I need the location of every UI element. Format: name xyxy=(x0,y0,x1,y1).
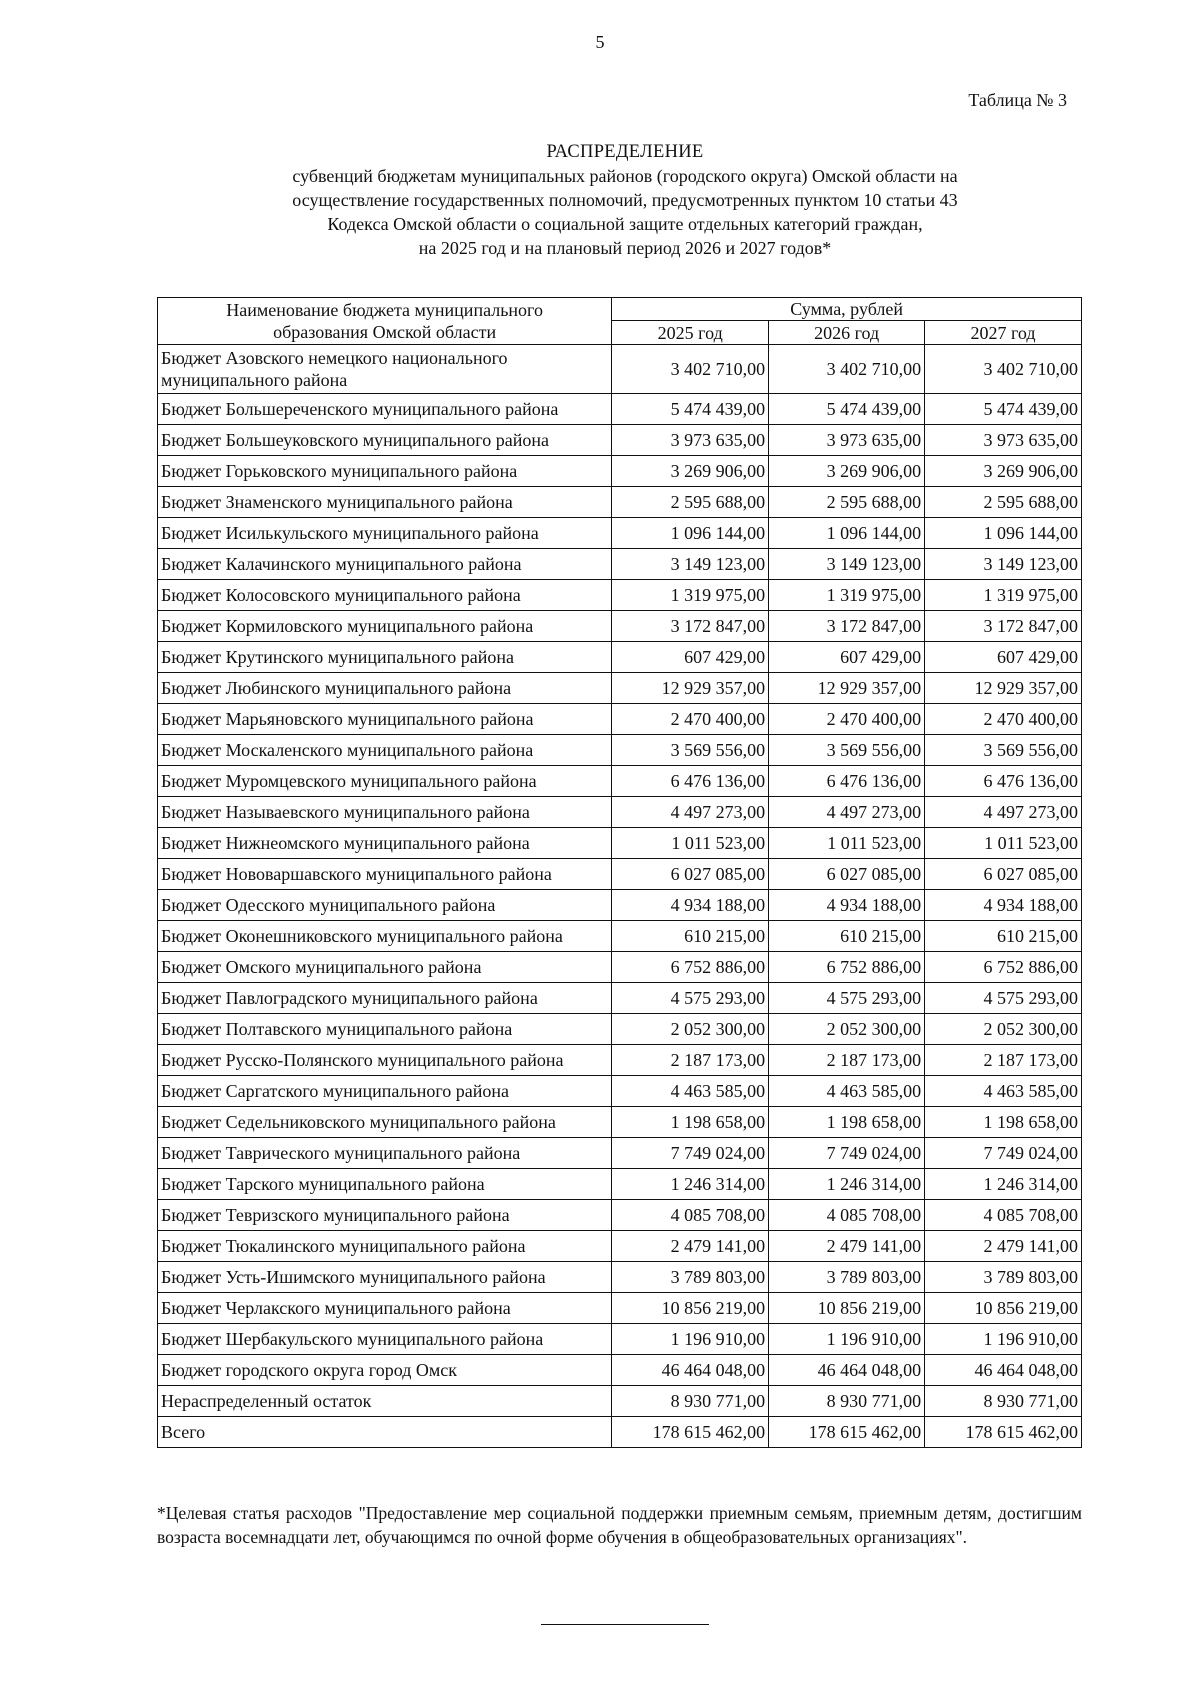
sum-header: Сумма, рублей xyxy=(612,298,1082,321)
amount-2027-cell: 1 011 523,00 xyxy=(925,828,1082,859)
amount-2027-cell: 2 052 300,00 xyxy=(925,1014,1082,1045)
district-name-cell: Бюджет Полтавского муниципального района xyxy=(158,1014,612,1045)
amount-2027-cell: 8 930 771,00 xyxy=(925,1386,1082,1417)
district-name-cell: Бюджет Павлоградского муниципального района xyxy=(158,983,612,1014)
title-line-4: на 2025 год и на плановый период 2026 и 2027 годов* xyxy=(418,238,832,258)
amount-2027-cell: 12 929 357,00 xyxy=(925,673,1082,704)
amount-2025-cell: 4 575 293,00 xyxy=(612,983,769,1014)
title-heading: РАСПРЕДЕЛЕНИЕ xyxy=(546,142,704,162)
district-name-cell: Бюджет Тюкалинского муниципального района xyxy=(158,1231,612,1262)
district-name-cell: Бюджет городского округа город Омск xyxy=(158,1355,612,1386)
amount-2025-cell: 4 085 708,00 xyxy=(612,1200,769,1231)
amount-2026-cell: 10 856 219,00 xyxy=(769,1293,925,1324)
district-name-cell: Бюджет Нововаршавского муниципального района xyxy=(158,859,612,890)
title-line-1: субвенций бюджетам муниципальных районов (городского округа) Омской области на xyxy=(292,166,958,186)
amount-2025-cell: 6 752 886,00 xyxy=(612,952,769,983)
table-row xyxy=(158,456,1082,487)
amount-2026-cell: 7 749 024,00 xyxy=(769,1138,925,1169)
table-row xyxy=(158,1169,1082,1200)
divider-line xyxy=(541,1624,709,1625)
name-header-line-2: образования Омской области xyxy=(273,322,497,342)
table-row xyxy=(158,1076,1082,1107)
district-name-cell: Бюджет Любинского муниципального района xyxy=(158,673,612,704)
amount-2026-cell: 2 479 141,00 xyxy=(769,1231,925,1262)
amount-2026-cell: 3 402 710,00 xyxy=(769,345,925,394)
amount-2025-cell: 1 246 314,00 xyxy=(612,1169,769,1200)
name-column-header xyxy=(158,298,612,345)
amount-2026-cell: 4 497 273,00 xyxy=(769,797,925,828)
amount-2027-cell: 4 463 585,00 xyxy=(925,1076,1082,1107)
amount-2025-cell: 4 497 273,00 xyxy=(612,797,769,828)
amount-2027-cell: 3 269 906,00 xyxy=(925,456,1082,487)
district-name-cell: Бюджет Большереченского муниципального района xyxy=(158,394,612,425)
year-header-2027: 2027 год xyxy=(925,321,1082,345)
district-name-cell: Бюджет Кормиловского муниципального района xyxy=(158,611,612,642)
district-name-cell: Бюджет Тарского муниципального района xyxy=(158,1169,612,1200)
name-header-line-1: Наименование бюджета муниципального xyxy=(226,300,543,320)
table-row xyxy=(158,766,1082,797)
amount-2027-cell: 6 476 136,00 xyxy=(925,766,1082,797)
table-row xyxy=(158,704,1082,735)
district-name-cell: Бюджет Одесского муниципального района xyxy=(158,890,612,921)
amount-2027-cell: 3 569 556,00 xyxy=(925,735,1082,766)
amount-2027-cell: 6 752 886,00 xyxy=(925,952,1082,983)
table-row xyxy=(158,1231,1082,1262)
amount-2025-cell: 3 789 803,00 xyxy=(612,1262,769,1293)
amount-2027-cell: 2 187 173,00 xyxy=(925,1045,1082,1076)
table-row xyxy=(158,797,1082,828)
table-row xyxy=(158,673,1082,704)
amount-2026-cell: 3 172 847,00 xyxy=(769,611,925,642)
amount-2025-cell: 10 856 219,00 xyxy=(612,1293,769,1324)
title-line-3: Кодекса Омской области о социальной защите отдельных категорий граждан, xyxy=(327,214,923,234)
district-name-cell: Бюджет Исилькульского муниципального района xyxy=(158,518,612,549)
district-name-cell: Бюджет Калачинского муниципального района xyxy=(158,549,612,580)
document-title xyxy=(195,140,1055,260)
title-line-2: осуществление государственных полномочий, предусмотренных пунктом 10 статьи 43 xyxy=(292,190,958,210)
amount-2026-cell: 3 973 635,00 xyxy=(769,425,925,456)
table-body xyxy=(158,345,1082,1448)
amount-2025-cell: 3 569 556,00 xyxy=(612,735,769,766)
year-header-2025: 2025 год xyxy=(612,321,769,345)
table-row xyxy=(158,983,1082,1014)
amount-2027-cell: 3 789 803,00 xyxy=(925,1262,1082,1293)
amount-2027-cell: 2 595 688,00 xyxy=(925,487,1082,518)
amount-2025-cell: 1 096 144,00 xyxy=(612,518,769,549)
amount-2026-cell: 46 464 048,00 xyxy=(769,1355,925,1386)
district-name-cell: Бюджет Омского муниципального района xyxy=(158,952,612,983)
amount-2026-cell: 1 011 523,00 xyxy=(769,828,925,859)
amount-2027-cell: 3 402 710,00 xyxy=(925,345,1082,394)
amount-2026-cell: 3 149 123,00 xyxy=(769,549,925,580)
amount-2025-cell: 4 463 585,00 xyxy=(612,1076,769,1107)
district-name-cell: Бюджет Тевризского муниципального района xyxy=(158,1200,612,1231)
amount-2025-cell: 3 149 123,00 xyxy=(612,549,769,580)
amount-2025-cell: 3 402 710,00 xyxy=(612,345,769,394)
amount-2027-cell: 46 464 048,00 xyxy=(925,1355,1082,1386)
district-name-cell: Бюджет Нижнеомского муниципального района xyxy=(158,828,612,859)
amount-2026-cell: 4 463 585,00 xyxy=(769,1076,925,1107)
table-row xyxy=(158,890,1082,921)
amount-2027-cell: 7 749 024,00 xyxy=(925,1138,1082,1169)
amount-2025-cell: 4 934 188,00 xyxy=(612,890,769,921)
district-name-cell: Бюджет Крутинского муниципального района xyxy=(158,642,612,673)
amount-2026-cell: 12 929 357,00 xyxy=(769,673,925,704)
amount-2026-cell: 3 569 556,00 xyxy=(769,735,925,766)
amount-2025-cell: 1 011 523,00 xyxy=(612,828,769,859)
table-row xyxy=(158,921,1082,952)
amount-2027-cell: 2 479 141,00 xyxy=(925,1231,1082,1262)
amount-2027-cell: 607 429,00 xyxy=(925,642,1082,673)
table-row xyxy=(158,1262,1082,1293)
district-name-cell: Всего xyxy=(158,1417,612,1448)
amount-2025-cell: 1 198 658,00 xyxy=(612,1107,769,1138)
amount-2025-cell: 2 595 688,00 xyxy=(612,487,769,518)
amount-2025-cell: 7 749 024,00 xyxy=(612,1138,769,1169)
amount-2026-cell: 4 575 293,00 xyxy=(769,983,925,1014)
table-row xyxy=(158,1293,1082,1324)
amount-2026-cell: 610 215,00 xyxy=(769,921,925,952)
amount-2025-cell: 3 172 847,00 xyxy=(612,611,769,642)
table-label: Таблица № 3 xyxy=(968,90,1067,110)
table-row xyxy=(158,1200,1082,1231)
amount-2025-cell: 2 470 400,00 xyxy=(612,704,769,735)
amount-2025-cell: 610 215,00 xyxy=(612,921,769,952)
amount-2027-cell: 1 319 975,00 xyxy=(925,580,1082,611)
table-row xyxy=(158,1014,1082,1045)
footnote: *Целевая статья расходов "Предоставление мер социальной поддержки приемным семьям, приемным детям, достигшим возраста восемнадцати лет, обучающимся по очной форме обучения в общеобразовательных организациях". xyxy=(157,1503,1082,1547)
table-row xyxy=(158,952,1082,983)
district-name-cell: Бюджет Азовского немецкого национального муниципального района xyxy=(158,345,612,394)
district-name-cell: Бюджет Русско-Полянского муниципального района xyxy=(158,1045,612,1076)
table-row xyxy=(158,425,1082,456)
amount-2026-cell: 2 187 173,00 xyxy=(769,1045,925,1076)
amount-2027-cell: 178 615 462,00 xyxy=(925,1417,1082,1448)
amount-2025-cell: 6 476 136,00 xyxy=(612,766,769,797)
table-row xyxy=(158,518,1082,549)
amount-2027-cell: 4 497 273,00 xyxy=(925,797,1082,828)
amount-2027-cell: 1 096 144,00 xyxy=(925,518,1082,549)
amount-2026-cell: 607 429,00 xyxy=(769,642,925,673)
district-name-cell: Бюджет Оконешниковского муниципального района xyxy=(158,921,612,952)
table-row xyxy=(158,859,1082,890)
district-name-cell: Бюджет Марьяновского муниципального района xyxy=(158,704,612,735)
amount-2027-cell: 3 172 847,00 xyxy=(925,611,1082,642)
amount-2026-cell: 1 096 144,00 xyxy=(769,518,925,549)
amount-2027-cell: 1 198 658,00 xyxy=(925,1107,1082,1138)
district-name-cell: Бюджет Усть-Ишимского муниципального района xyxy=(158,1262,612,1293)
amount-2027-cell: 4 934 188,00 xyxy=(925,890,1082,921)
amount-2025-cell: 6 027 085,00 xyxy=(612,859,769,890)
amount-2027-cell: 6 027 085,00 xyxy=(925,859,1082,890)
table-row xyxy=(158,1138,1082,1169)
table-row xyxy=(158,828,1082,859)
district-name-cell: Бюджет Большеуковского муниципального района xyxy=(158,425,612,456)
table-row xyxy=(158,580,1082,611)
table-row xyxy=(158,1355,1082,1386)
amount-2025-cell: 2 479 141,00 xyxy=(612,1231,769,1262)
amount-2027-cell: 2 470 400,00 xyxy=(925,704,1082,735)
amount-2026-cell: 2 470 400,00 xyxy=(769,704,925,735)
amount-2025-cell: 607 429,00 xyxy=(612,642,769,673)
amount-2026-cell: 2 052 300,00 xyxy=(769,1014,925,1045)
amount-2025-cell: 3 269 906,00 xyxy=(612,456,769,487)
district-name-cell: Бюджет Черлакского муниципального района xyxy=(158,1293,612,1324)
amount-2026-cell: 5 474 439,00 xyxy=(769,394,925,425)
district-name-cell: Бюджет Таврического муниципального района xyxy=(158,1138,612,1169)
amount-2027-cell: 610 215,00 xyxy=(925,921,1082,952)
amount-2026-cell: 3 789 803,00 xyxy=(769,1262,925,1293)
amount-2026-cell: 1 319 975,00 xyxy=(769,580,925,611)
district-name-cell: Бюджет Шербакульского муниципального района xyxy=(158,1324,612,1355)
amount-2027-cell: 1 196 910,00 xyxy=(925,1324,1082,1355)
district-name-cell: Бюджет Муромцевского муниципального района xyxy=(158,766,612,797)
table-row xyxy=(158,1386,1082,1417)
district-name-cell: Бюджет Седельниковского муниципального района xyxy=(158,1107,612,1138)
amount-2027-cell: 4 085 708,00 xyxy=(925,1200,1082,1231)
amount-2025-cell: 178 615 462,00 xyxy=(612,1417,769,1448)
amount-2026-cell: 2 595 688,00 xyxy=(769,487,925,518)
amount-2026-cell: 1 196 910,00 xyxy=(769,1324,925,1355)
table-row xyxy=(158,611,1082,642)
amount-2025-cell: 2 052 300,00 xyxy=(612,1014,769,1045)
amount-2025-cell: 8 930 771,00 xyxy=(612,1386,769,1417)
year-header-2026: 2026 год xyxy=(769,321,925,345)
district-name-cell: Бюджет Колосовского муниципального района xyxy=(158,580,612,611)
district-name-cell: Бюджет Горьковского муниципального района xyxy=(158,456,612,487)
amount-2026-cell: 1 246 314,00 xyxy=(769,1169,925,1200)
table-row xyxy=(158,1324,1082,1355)
district-name-cell: Бюджет Знаменского муниципального района xyxy=(158,487,612,518)
amount-2027-cell: 3 973 635,00 xyxy=(925,425,1082,456)
amount-2026-cell: 1 198 658,00 xyxy=(769,1107,925,1138)
amount-2025-cell: 2 187 173,00 xyxy=(612,1045,769,1076)
amount-2025-cell: 46 464 048,00 xyxy=(612,1355,769,1386)
table-row xyxy=(158,549,1082,580)
amount-2026-cell: 6 752 886,00 xyxy=(769,952,925,983)
amount-2027-cell: 3 149 123,00 xyxy=(925,549,1082,580)
amount-2026-cell: 6 476 136,00 xyxy=(769,766,925,797)
table-row xyxy=(158,1045,1082,1076)
page-number: 5 xyxy=(595,32,605,52)
amount-2026-cell: 6 027 085,00 xyxy=(769,859,925,890)
amount-2027-cell: 4 575 293,00 xyxy=(925,983,1082,1014)
district-name-cell: Бюджет Называевского муниципального района xyxy=(158,797,612,828)
amount-2025-cell: 1 319 975,00 xyxy=(612,580,769,611)
table-row xyxy=(158,345,1082,394)
amount-2025-cell: 3 973 635,00 xyxy=(612,425,769,456)
table-row xyxy=(158,1107,1082,1138)
district-name-cell: Бюджет Саргатского муниципального района xyxy=(158,1076,612,1107)
table-row xyxy=(158,642,1082,673)
amount-2026-cell: 8 930 771,00 xyxy=(769,1386,925,1417)
amount-2025-cell: 1 196 910,00 xyxy=(612,1324,769,1355)
amount-2027-cell: 10 856 219,00 xyxy=(925,1293,1082,1324)
amount-2027-cell: 5 474 439,00 xyxy=(925,394,1082,425)
amount-2025-cell: 5 474 439,00 xyxy=(612,394,769,425)
amount-2025-cell: 12 929 357,00 xyxy=(612,673,769,704)
amount-2026-cell: 178 615 462,00 xyxy=(769,1417,925,1448)
amount-2026-cell: 3 269 906,00 xyxy=(769,456,925,487)
table-row xyxy=(158,487,1082,518)
amount-2027-cell: 1 246 314,00 xyxy=(925,1169,1082,1200)
amount-2026-cell: 4 934 188,00 xyxy=(769,890,925,921)
table-row xyxy=(158,1417,1082,1448)
table-row xyxy=(158,394,1082,425)
district-name-cell: Бюджет Москаленского муниципального района xyxy=(158,735,612,766)
district-name-cell: Нераспределенный остаток xyxy=(158,1386,612,1417)
amount-2026-cell: 4 085 708,00 xyxy=(769,1200,925,1231)
subvention-table xyxy=(157,297,1082,1448)
table-row xyxy=(158,735,1082,766)
